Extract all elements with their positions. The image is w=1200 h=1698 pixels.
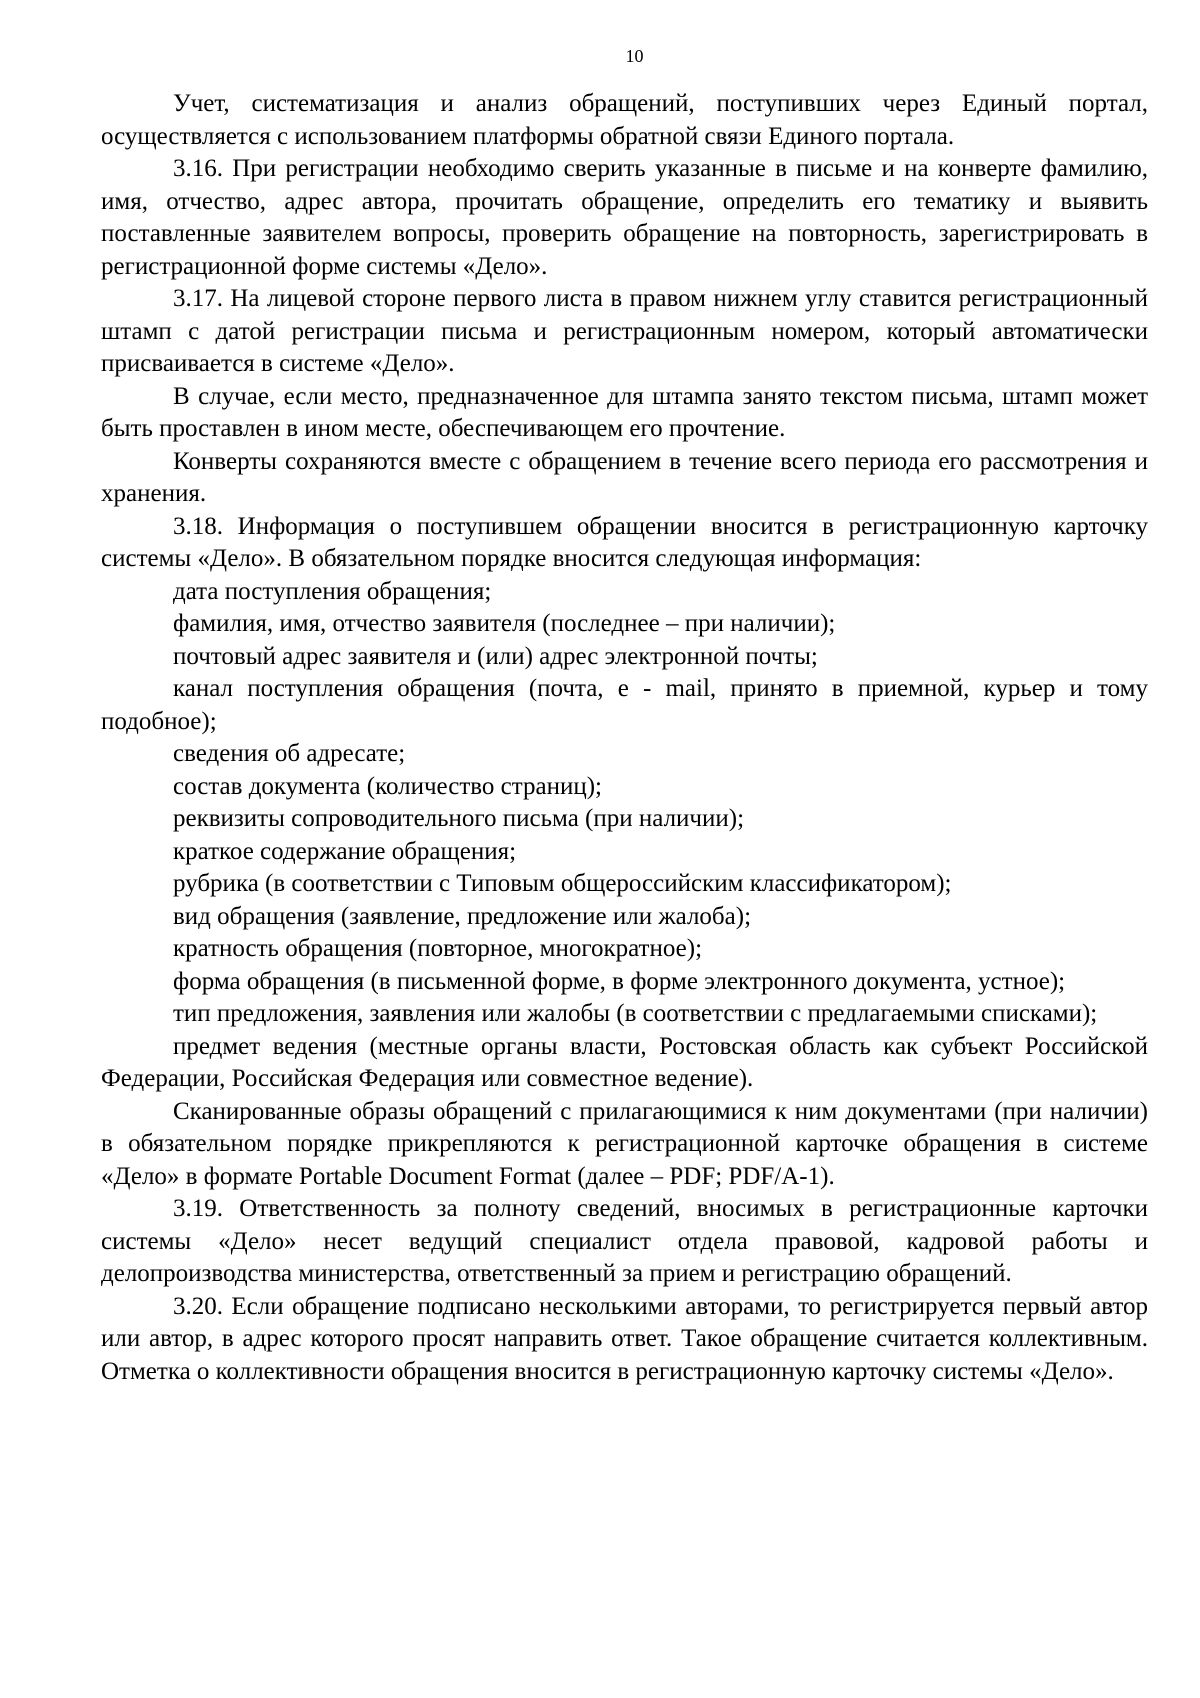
list-item-addressee: сведения об адресате; <box>173 740 406 767</box>
page-number: 10 <box>625 46 644 66</box>
paragraph-3-18: 3.18. Информация о поступившем обращении вносится в регистрационную карточку системы «Дело». В обязательном порядке вносится следующая информация: <box>101 512 1148 572</box>
paragraph-stamp-placement: В случае, если место, предназначенное для штампа занято текстом письма, штамп может быть проставлен в ином месте, обеспечивающем его прочтение. <box>101 382 1148 442</box>
list-item-document-composition: состав документа (количество страниц); <box>173 772 603 800</box>
list-item-cover-letter: реквизиты сопроводительного письма (при наличии); <box>173 805 745 832</box>
list-item-receipt-date: дата поступления обращения; <box>173 577 492 605</box>
list-item-jurisdiction: предмет ведения (местные органы власти, Ростовская область как субъект Российской Федерации, Российская Федерация или совместное ведение). <box>101 1032 1148 1092</box>
list-item-applicant-address: почтовый адрес заявителя и (или) адрес электронной почты; <box>173 642 818 670</box>
list-item-appeal-kind: вид обращения (заявление, предложение или жалоба); <box>173 902 752 930</box>
list-item-summary: краткое содержание обращения; <box>173 837 517 865</box>
list-item-receipt-channel: канал поступления обращения (почта, е - mail, принято в приемной, курьер и тому подобное); <box>101 675 1148 735</box>
list-item-multiplicity: кратность обращения (повторное, многократное); <box>173 935 703 962</box>
list-item-rubric: рубрика (в соответствии с Типовым общероссийским классификатором); <box>173 870 952 897</box>
document-body <box>101 88 1148 1388</box>
paragraph-3-17: 3.17. На лицевой стороне первого листа в правом нижнем углу ставится регистрационный штамп с датой регистрации письма и регистрационным номером, который автоматически присваивается в системе «Дело». <box>101 285 1148 377</box>
paragraph-intro: Учет, систематизация и анализ обращений, поступивших через Единый портал, осуществляется с использованием платформы обратной связи Единого портала. <box>101 90 1148 150</box>
paragraph-scanned-images: Сканированные образы обращений с прилагающимися к ним документами (при наличии) в обязательном порядке прикрепляются к регистрационной карточке обращения в системе «Дело» в формате Portable Document Format (далее – PDF; PDF/A-1). <box>101 1097 1148 1190</box>
paragraph-3-19: 3.19. Ответственность за полноту сведений, вносимых в регистрационные карточки системы «Дело» несет ведущий специалист отдела правовой, кадровой работы и делопроизводства министерства, ответственный за прием и регистрацию обращений. <box>101 1195 1148 1287</box>
paragraph-envelopes: Конверты сохраняются вместе с обращением в течение всего периода его рассмотрения и хранения. <box>101 447 1148 507</box>
list-item-appeal-form: форма обращения (в письменной форме, в форме электронного документа, устное); <box>173 967 1066 995</box>
paragraph-3-16: 3.16. При регистрации необходимо сверить указанные в письме и на конверте фамилию, имя, отчество, адрес автора, прочитать обращение, определить его тематику и выявить поставленные заявителем вопросы, проверить обращение на повторность, зарегистрировать в регистрационной форме системы «Дело». <box>101 155 1148 280</box>
list-item-proposal-type: тип предложения, заявления или жалобы (в соответствии с предлагаемыми списками); <box>173 1000 1098 1027</box>
list-item-applicant-name: фамилия, имя, отчество заявителя (последнее – при наличии); <box>173 610 836 637</box>
paragraph-3-20: 3.20. Если обращение подписано несколькими авторами, то регистрируется первый автор или автор, в адрес которого просят направить ответ. Такое обращение считается коллективным. Отметка о коллективности обращения вносится в регистрационную карточку системы «Дело». <box>101 1292 1148 1385</box>
